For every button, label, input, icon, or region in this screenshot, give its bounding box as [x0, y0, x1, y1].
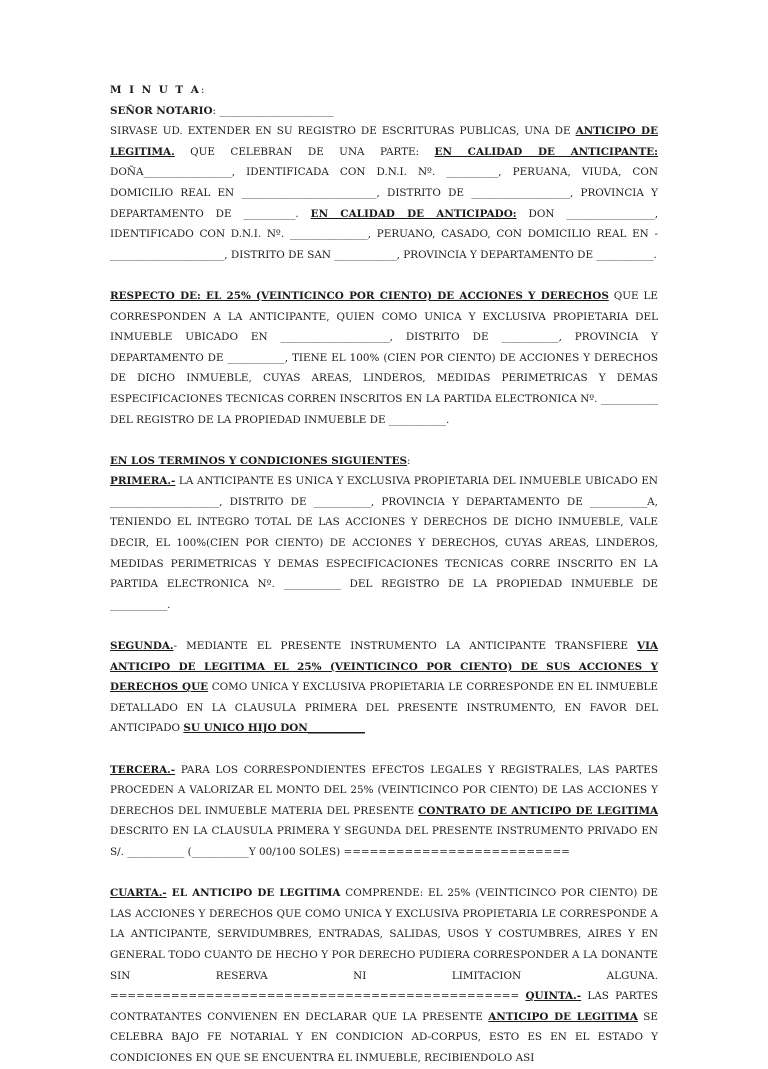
paragraph-spacer [110, 863, 658, 884]
cuarta-text-run: QUINTA.- [525, 990, 582, 1003]
terminos-text-run: EN LOS TERMINOS Y CONDICIONES SIGUIENTES [110, 454, 408, 467]
segunda-text-run: COMO UNICA Y EXCLUSIVA PROPIETARIA LE CORRESPONDE EN EL INMUEBLE DETALLADO EN LA CLAUSULA PRIMERA DEL PRESENTE INSTRUMENTO, EN FAVOR DEL ANTICIPADO [110, 681, 658, 735]
terminos-text-run: : [407, 454, 411, 467]
intro-paragraph [110, 121, 658, 265]
respecto-text-run: RESPECTO DE: EL 25% (VEINTICINCO POR CIENTO) DE ACCIONES Y DERECHOS [110, 289, 609, 302]
clause-primera [110, 471, 658, 615]
intro-text-run: QUE CELEBRAN DE UNA PARTE: [174, 145, 435, 158]
tercera-text-run: CONTRATO DE ANTICIPO DE LEGITIMA [418, 804, 659, 817]
paragraph-spacer [110, 430, 658, 451]
segunda-text-run: VIA ANTICIPO DE LEGITIMA EL 25% (VEINTICINCO POR CIENTO) DE SUS ACCIONES Y DERECHOS QUE [110, 640, 658, 694]
respecto-paragraph [110, 286, 658, 430]
notario-line [110, 101, 658, 122]
segunda-text-run: SEGUNDA. [110, 640, 174, 653]
clause-tercera [110, 760, 658, 863]
tercera-text-run: PARA LOS CORRESPONDIENTES EFECTOS LEGALES Y REGISTRALES, LAS PARTES PROCEDEN A VALORIZAR EL MONTO DEL 25% (VEINTICINCO POR CIENTO) DE LAS ACCIONES Y DERECHOS DEL INMUEBLE MATERIA DEL PRESENTE [110, 763, 658, 817]
cuarta-text-run: ANTICIPO DE LEGITIMA [488, 1010, 638, 1023]
segunda-text-run: SU UNICO HIJO DON___________ [183, 722, 365, 735]
primera-text-run: PRIMERA.- [110, 475, 176, 488]
intro-text-run: EN CALIDAD DE ANTICIPANTE: [434, 145, 659, 158]
cuarta-text-run: EL ANTICIPO DE LEGITIMA [166, 887, 341, 900]
paragraph-spacer [110, 265, 658, 286]
document-title: M I N U T A [110, 84, 201, 96]
intro-text-run: DOÑA_________________, IDENTIFICADA CON D.N.I. Nº. __________, PERUANA, VIUDA, CON DOMICILIO REAL EN __________________________, DISTRITO DE ___________________, PROVINCIA Y DEPARTAMENTO DE __________. [110, 166, 658, 220]
document-title-line [110, 80, 658, 101]
intro-text-run: SIRVASE UD. EXTENDER EN SU REGISTRO DE ESCRITURAS PUBLICAS, UNA DE [110, 125, 576, 138]
tercera-text-run: DESCRITO EN LA CLAUSULA PRIMERA Y SEGUNDA DEL PRESENTE INSTRUMENTO PRIVADO EN S/. ___________ (___________Y 00/100 SOLES) ========================== [110, 825, 658, 858]
cuarta-text-run: LAS PARTES CONTRATANTES CONVIENEN EN DECLARAR QUE LA PRESENTE [110, 990, 658, 1023]
intro-text-run: DON _________________, IDENTIFICADO CON D.N.I. Nº. _______________, PERUANO, CASADO, CON DOMICILIO REAL EN - ______________________, DISTRITO DE SAN ____________, PROVINCIA Y DEPARTAMENTO DE ___________. [110, 207, 658, 261]
cuarta-text-run: SE CELEBRA BAJO FE NOTARIAL Y EN CONDICION AD-CORPUS, ESTO ES EN EL ESTADO Y CONDICIONES EN QUE SE ENCUENTRA EL INMUEBLE, RECIBIENDOLO ASI [110, 1010, 658, 1064]
paragraph-spacer [110, 615, 658, 636]
document-title-colon: : [200, 84, 205, 96]
notario-label: SEÑOR NOTARIO [110, 104, 213, 117]
primera-text-run: LA ANTICIPANTE ES UNICA Y EXCLUSIVA PROPIETARIA DEL INMUEBLE UBICADO EN _____________________, DISTRITO DE ___________, PROVINCIA Y DEPARTAMENTO DE ___________A, TENIENDO EL INTEGRO TOTAL DE LAS ACCIONES Y DERECHOS DE DICHO INMUEBLE, VALE DECIR, EL 100%(CIEN POR CIENTO) DE ACCIONES Y DERECHOS, CUYAS AREAS, LINDEROS, MEDIDAS PERIMETRICAS Y DEMAS ESPECIFICACIONES TECNICAS CORRE INSCRITO EN LA PARTIDA ELECTRONICA Nº. ___________ DEL REGISTRO DE LA PROPIEDAD INMUEBLE DE ___________. [110, 475, 658, 611]
respecto-text-run: QUE LE CORRESPONDEN A LA ANTICIPANTE, QUIEN COMO UNICA Y EXCLUSIVA PROPIETARIA DEL INMUEBLE UBICADO EN _____________________, DISTRITO DE ___________, PROVINCIA Y DEPARTAMENTO DE ___________, TIENE EL 100% (CIEN POR CIENTO) DE ACCIONES Y DERECHOS DE DICHO INMUEBLE, CUYAS AREAS, LINDEROS, MEDIDAS PERIMETRICAS Y DEMAS ESPECIFICACIONES TECNICAS CORREN INSCRITOS EN LA PARTIDA ELECTRONICA Nº. ___________ DEL REGISTRO DE LA PROPIEDAD INMUEBLE DE ___________. [110, 289, 658, 426]
terminos-heading [110, 451, 658, 472]
cuarta-text-run: CUARTA.- [110, 887, 167, 900]
intro-text-run: ANTICIPO DE LEGITIMA. [110, 125, 658, 158]
clause-segunda [110, 636, 658, 739]
minuta-document [110, 80, 658, 1069]
tercera-text-run: TERCERA.- [110, 763, 176, 776]
segunda-text-run: - MEDIANTE EL PRESENTE INSTRUMENTO LA ANTICIPANTE TRANSFIERE [173, 640, 638, 653]
paragraph-spacer [110, 739, 658, 760]
cuarta-text-run: COMPRENDE: EL 25% (VEINTICINCO POR CIENTO) DE LAS ACCIONES Y DERECHOS QUE COMO UNICA Y EXCLUSIVA PROPIETARIA LE CORRESPONDE A LA ANTICIPANTE, SERVIDUMBRES, ENTRADAS, SALIDAS, USOS Y COSTUMBRES, AIRES Y EN GENERAL TODO CUANTO DE HECHO Y POR DERECHO PUDIERA CORRESPONDER A LA DONANTE SIN RESERVA NI LIMITACION ALGUNA. =============================================== [110, 887, 658, 1003]
intro-text-run: EN CALIDAD DE ANTICIPADO: [310, 207, 517, 220]
clause-cuarta-quinta [110, 883, 658, 1068]
notario-blank: : ______________________ [212, 104, 334, 117]
